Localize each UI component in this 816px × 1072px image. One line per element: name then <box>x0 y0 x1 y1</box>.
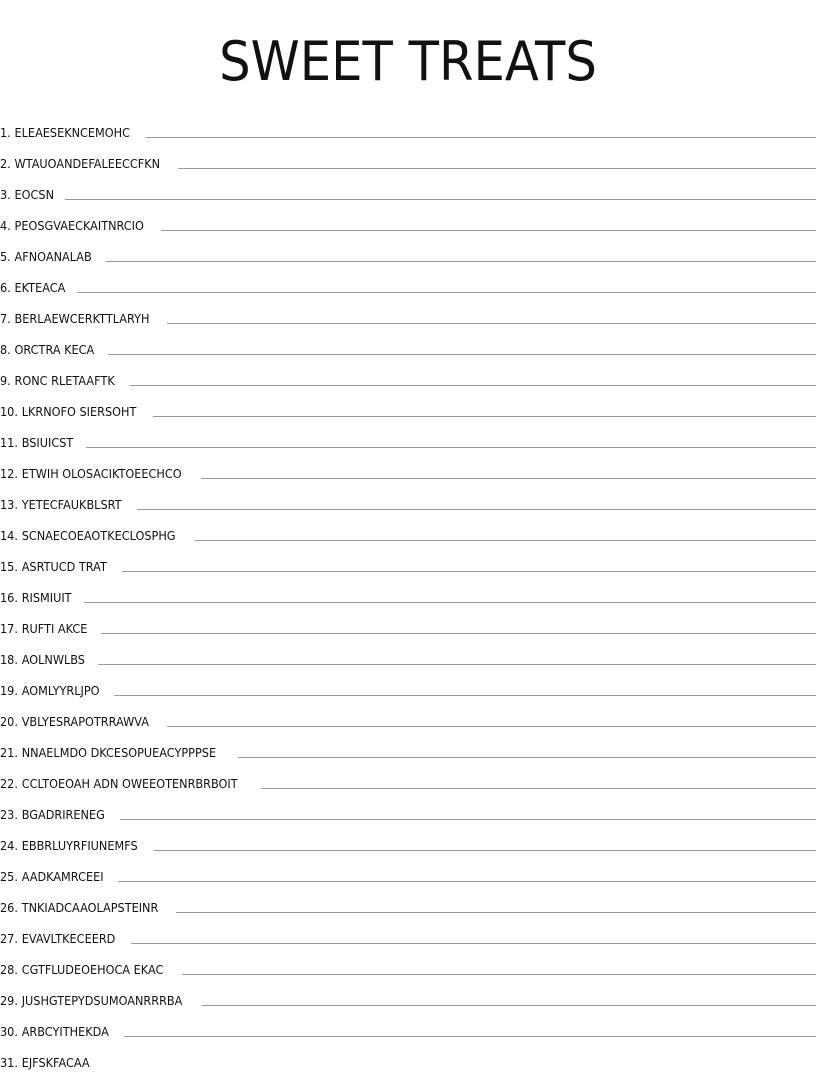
scrambled-letters: YETECFAUKBLSRT <box>22 498 122 512</box>
scrambled-word <box>0 591 72 605</box>
scrambled-letters: EBBRLUYRFIUNEMFS <box>22 839 138 853</box>
scrambled-letters: LKRNOFO SIERSOHT <box>22 405 137 419</box>
item-number: 27. <box>0 932 18 946</box>
list-item <box>0 607 816 638</box>
item-number: 8. <box>0 343 11 357</box>
item-number: 4. <box>0 219 11 233</box>
item-number: 20. <box>0 715 18 729</box>
scrambled-word <box>0 870 104 884</box>
scrambled-letters: AADKAMRCEEI <box>22 870 104 884</box>
answer-line[interactable] <box>114 694 816 696</box>
answer-line[interactable] <box>103 1066 816 1068</box>
scrambled-word <box>0 219 144 233</box>
scrambled-word <box>0 963 163 977</box>
list-item <box>0 669 816 700</box>
item-number: 9. <box>0 374 11 388</box>
scrambled-word <box>0 250 92 264</box>
item-number: 14. <box>0 529 18 543</box>
answer-line[interactable] <box>131 942 816 944</box>
item-number: 13. <box>0 498 18 512</box>
scrambled-word <box>0 746 216 760</box>
scrambled-letters: EJFSKFACAA <box>22 1056 90 1070</box>
scrambled-letters: SCNAECOEAOTKECLOSPHG <box>22 529 176 543</box>
answer-line[interactable] <box>167 322 816 324</box>
item-number: 2. <box>0 157 11 171</box>
scrambled-word <box>0 839 138 853</box>
scrambled-word <box>0 405 136 419</box>
item-number: 5. <box>0 250 11 264</box>
item-number: 17. <box>0 622 18 636</box>
list-item <box>0 297 816 328</box>
scrambled-letters: WTAUOANDEFALEECCFKN <box>15 157 161 171</box>
item-number: 3. <box>0 188 11 202</box>
scrambled-word <box>0 126 130 140</box>
item-number: 19. <box>0 684 18 698</box>
list-item <box>0 700 816 731</box>
list-item <box>0 824 816 855</box>
scrambled-letters: NNAELMDO DKCESOPUEACYPPPSE <box>22 746 216 760</box>
list-item <box>0 793 816 824</box>
item-number: 1. <box>0 126 11 140</box>
scrambled-word <box>0 777 238 791</box>
page-title: SWEET TREATS <box>33 28 784 96</box>
list-item <box>0 142 816 173</box>
scrambled-word <box>0 808 105 822</box>
item-number: 23. <box>0 808 18 822</box>
scrambled-word <box>0 281 65 295</box>
answer-line[interactable] <box>65 198 816 200</box>
scrambled-letters: ORCTRA KECA <box>15 343 95 357</box>
answer-line[interactable] <box>120 818 816 820</box>
scrambled-word <box>0 498 122 512</box>
item-number: 21. <box>0 746 18 760</box>
scrambled-letters: ETWIH OLOSACIKTOEECHCO <box>22 467 182 481</box>
answer-line[interactable] <box>202 1004 816 1006</box>
answer-line[interactable] <box>84 601 816 603</box>
item-number: 16. <box>0 591 18 605</box>
list-item <box>0 731 816 762</box>
item-number: 12. <box>0 467 18 481</box>
list-item <box>0 545 816 576</box>
scrambled-word <box>0 436 73 450</box>
scrambled-word <box>0 1056 90 1070</box>
list-item <box>0 886 816 917</box>
item-number: 31. <box>0 1056 18 1070</box>
scrambled-word <box>0 374 115 388</box>
answer-line[interactable] <box>124 1035 816 1037</box>
list-item <box>0 948 816 979</box>
answer-line[interactable] <box>153 415 816 417</box>
scrambled-letters: ELEAESEKNCEMOHC <box>15 126 130 140</box>
scrambled-word <box>0 188 54 202</box>
list-item <box>0 514 816 545</box>
scrambled-letters: EOCSN <box>15 188 54 202</box>
list-item <box>0 421 816 452</box>
scrambled-word <box>0 901 158 915</box>
list-item <box>0 1041 816 1072</box>
scrambled-letters: ASRTUCD TRAT <box>22 560 107 574</box>
answer-line[interactable] <box>108 353 816 355</box>
list-item <box>0 1010 816 1041</box>
scrambled-letters: RUFTI AKCE <box>22 622 88 636</box>
list-item <box>0 173 816 204</box>
scrambled-word <box>0 560 107 574</box>
list-item <box>0 762 816 793</box>
scrambled-letters: CCLTOEOAH ADN OWEEOTENRBRBOIT <box>22 777 238 791</box>
item-number: 11. <box>0 436 18 450</box>
scrambled-word <box>0 653 85 667</box>
scrambled-letters: AFNOANALAB <box>15 250 92 264</box>
item-number: 28. <box>0 963 18 977</box>
answer-line[interactable] <box>98 663 816 665</box>
scrambled-letters: BGADRIRENEG <box>22 808 105 822</box>
scrambled-word <box>0 529 176 543</box>
list-item <box>0 979 816 1010</box>
scrambled-letters: VBLYESRAPOTRRAWVA <box>22 715 149 729</box>
answer-line[interactable] <box>182 973 816 975</box>
scrambled-letters: BERLAEWCERKTTLARYH <box>15 312 150 326</box>
answer-line[interactable] <box>77 291 816 293</box>
answer-line[interactable] <box>106 260 816 262</box>
list-item <box>0 452 816 483</box>
list-item <box>0 111 816 142</box>
scrambled-word <box>0 343 94 357</box>
answer-line[interactable] <box>101 632 816 634</box>
item-number: 10. <box>0 405 18 419</box>
answer-line[interactable] <box>176 911 816 913</box>
list-item <box>0 390 816 421</box>
scrambled-letters: ARBCYITHEKDA <box>22 1025 109 1039</box>
item-number: 25. <box>0 870 18 884</box>
item-number: 15. <box>0 560 18 574</box>
answer-line[interactable] <box>137 508 816 510</box>
scrambled-word <box>0 932 115 946</box>
item-number: 30. <box>0 1025 18 1039</box>
answer-line[interactable] <box>86 446 816 448</box>
item-number: 6. <box>0 281 11 295</box>
scrambled-word <box>0 157 160 171</box>
item-number: 22. <box>0 777 18 791</box>
list-item <box>0 328 816 359</box>
answer-line[interactable] <box>122 570 816 572</box>
scrambled-letters: BSIUICST <box>22 436 74 450</box>
scrambled-letters: AOLNWLBS <box>22 653 85 667</box>
scrambled-word <box>0 994 182 1008</box>
answer-line[interactable] <box>154 849 816 851</box>
answer-line[interactable] <box>178 167 816 169</box>
list-item <box>0 855 816 886</box>
answer-line[interactable] <box>146 136 816 138</box>
puzzle-list <box>0 111 816 1072</box>
scrambled-word <box>0 684 100 698</box>
scrambled-word <box>0 715 149 729</box>
answer-line[interactable] <box>118 880 816 882</box>
scrambled-word <box>0 1025 109 1039</box>
scrambled-letters: JUSHGTEPYDSUMOANRRRBA <box>22 994 183 1008</box>
scrambled-letters: EVAVLTKECEERD <box>22 932 116 946</box>
item-number: 26. <box>0 901 18 915</box>
list-item <box>0 638 816 669</box>
answer-line[interactable] <box>130 384 816 386</box>
list-item <box>0 266 816 297</box>
scrambled-word <box>0 467 182 481</box>
scrambled-letters: EKTEACA <box>15 281 66 295</box>
answer-line[interactable] <box>167 725 816 727</box>
list-item <box>0 483 816 514</box>
item-number: 24. <box>0 839 18 853</box>
scrambled-letters: PEOSGVAECKAITNRCIO <box>15 219 144 233</box>
answer-line[interactable] <box>201 477 816 479</box>
item-number: 18. <box>0 653 18 667</box>
list-item <box>0 204 816 235</box>
scrambled-word <box>0 312 149 326</box>
item-number: 7. <box>0 312 11 326</box>
scrambled-letters: RONC RLETAAFTK <box>15 374 115 388</box>
scrambled-word <box>0 622 87 636</box>
list-item <box>0 917 816 948</box>
scrambled-letters: TNKIADCAAOLAPSTEINR <box>22 901 159 915</box>
answer-line[interactable] <box>238 756 816 758</box>
scrambled-letters: CGTFLUDEOEHOCA EKAC <box>22 963 164 977</box>
answer-line[interactable] <box>161 229 816 231</box>
answer-line[interactable] <box>195 539 816 541</box>
list-item <box>0 359 816 390</box>
scrambled-letters: RISMIUIT <box>22 591 72 605</box>
answer-line[interactable] <box>261 787 816 789</box>
list-item <box>0 235 816 266</box>
list-item <box>0 576 816 607</box>
scrambled-letters: AOMLYYRLJPO <box>22 684 100 698</box>
item-number: 29. <box>0 994 18 1008</box>
